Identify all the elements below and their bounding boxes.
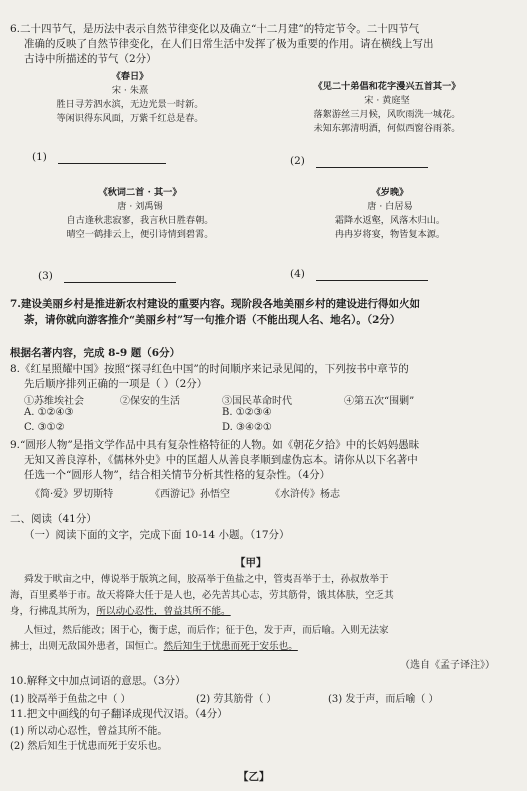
- q7-line-1: 7.建设美丽乡村是推进新农村建设的重要内容。现阶段各地美丽乡村的建设进行得如火如: [10, 298, 420, 310]
- q9-choice-2: 《西游记》孙悟空: [150, 489, 230, 500]
- q6-stem-line-1: 6.二十四节气，是历法中表示自然节律变化以及确立“十二月建”的特定节令。二十四节气: [10, 23, 420, 35]
- blank-4-line[interactable]: [316, 280, 428, 281]
- poem-4-title: 《岁晚》: [371, 187, 409, 198]
- poem-4-author: 唐 · 白居易: [367, 201, 413, 212]
- q11-stem: 11.把文中画线的句子翻译成现代汉语。（4分）: [10, 708, 228, 720]
- blank-1-label: (1): [32, 151, 47, 163]
- poem-1-title: 《春日》: [111, 71, 149, 82]
- q6-stem-line-2: 准确的反映了自然节律变化，在人们日常生活中发挥了极为重要的作用。请在横线上写出: [24, 38, 434, 50]
- passage-p1-line-2: 海，百里奚举于市。故天将降大任于是人也，必先苦其心志，劳其筋骨，饿其体肤，空乏其: [10, 590, 394, 601]
- underlined-sentence-2: 然后知生于忧患而死于安乐也。: [163, 641, 298, 652]
- books-heading: 根据名著内容，完成 8-9 题（6分）: [10, 347, 181, 359]
- blank-2-line[interactable]: [316, 167, 428, 168]
- passage-p1-line-1: 舜发于畎亩之中，傅说举于版筑之间，胶鬲举于鱼盐之中，管夷吾举于士，孙叔敖举于: [24, 574, 389, 585]
- blank-4-label: (4): [290, 268, 305, 280]
- poem-1-line-2: 等闲识得东风面，万紫千红总是春。: [56, 113, 204, 124]
- q10-part-3[interactable]: (3) 发于声，而后喻（ ）: [328, 694, 439, 705]
- yi-title: 【乙】: [238, 771, 270, 783]
- poem-3-title: 《秋词二首 · 其一》: [98, 187, 182, 198]
- q10-part-1[interactable]: (1) 胶鬲举于鱼盐之中（ ）: [10, 694, 131, 705]
- q9-line-2: 无知又善良淳朴，《儒林外史》中的匡超人从善良孝顺到虚伪忘本。请你从以下名著中: [24, 454, 418, 466]
- poem-1-author: 宋 · 朱熹: [111, 85, 149, 96]
- underlined-sentence-1: 所以动心忍性，曾益其所不能。: [96, 606, 231, 617]
- poem-2: [262, 80, 512, 136]
- passage-source: （选自《孟子译注》）: [400, 660, 495, 671]
- blank-2-label: (2): [290, 155, 305, 167]
- q9-line-3: 任选一个“圆形人物”，结合相关情节分析其性格的复杂性。（4分）: [24, 469, 331, 481]
- poem-3-author: 唐 · 刘禹锡: [117, 201, 163, 212]
- poem-4: [300, 186, 480, 242]
- blank-3-line[interactable]: [64, 282, 176, 283]
- q9-choice-3: 《水浒传》杨志: [270, 489, 340, 500]
- passage-p1-line-3a: 身，行拂乱其所为，: [10, 606, 97, 617]
- poem-2-line-2: 未知东郭清明酒，何似西窗谷雨茶。: [313, 123, 461, 134]
- poem-1-line-1: 胜日寻芳泗水滨，无边光景一时新。: [56, 99, 204, 110]
- q9-choice-1: 《简·爱》罗切斯特: [30, 489, 114, 500]
- poem-4-line-1: 霜降水返壑，风落木归山。: [334, 215, 446, 226]
- q8-option-b[interactable]: B. ①②③④: [222, 407, 272, 418]
- poem-3: [30, 186, 250, 242]
- q6-stem-line-3: 古诗中所描述的节气（2分）: [24, 53, 157, 65]
- poem-2-title: 《见二十弟倡和花字漫兴五首其一》: [313, 81, 461, 92]
- poem-2-author: 宋 · 黄庭坚: [364, 95, 410, 106]
- q8-option-d[interactable]: D. ③④②①: [222, 422, 272, 433]
- q8-option-a[interactable]: A. ①②④③: [24, 407, 74, 418]
- reading-subtitle: （一）阅读下面的文字，完成下面 10-14 小题。（17分）: [24, 529, 290, 541]
- poem-2-line-1: 落絮游丝三月候，风吹雨洗一城花。: [313, 109, 461, 120]
- passage-p1-line-3: [10, 604, 516, 620]
- passage-p2-line-2a: 拂士，出则无敌国外患者，国恒亡。: [10, 641, 164, 652]
- q10-part-2[interactable]: (2) 劳其筋骨（ ）: [196, 694, 277, 705]
- q11-part-1: (1) 所以动心忍性，曾益其所不能。: [10, 726, 168, 737]
- q11-part-2: (2) 然后知生于忧患而死于安乐也。: [10, 741, 168, 752]
- passage-p2-line-2: [10, 639, 516, 655]
- passage-p2-line-1: 人恒过，然后能改；困于心，衡于虑，而后作；征于色，发于声，而后喻。入则无法家: [24, 625, 389, 636]
- q8-item-3: ③国民革命时代: [222, 396, 292, 407]
- q8-item-2: ②保安的生活: [120, 396, 180, 407]
- q8-line-1: 8.《红星照耀中国》按照“探寻红色中国”的时间顺序来记录见闻的，下列按书中章节的: [10, 363, 409, 375]
- q8-item-4: ④第五次“围剿”: [344, 396, 415, 407]
- reading-section-title: 二、阅读（41分）: [10, 513, 97, 525]
- poem-4-line-2: 冉冉岁将宴，物皆复本源。: [334, 229, 446, 240]
- blank-3-label: (3): [38, 270, 53, 282]
- blank-1-line[interactable]: [58, 163, 166, 164]
- poem-1: [20, 70, 240, 126]
- q8-item-1: ①苏维埃社会: [24, 396, 84, 407]
- poem-3-line-2: 晴空一鹤排云上，便引诗情到碧霄。: [66, 229, 214, 240]
- q8-line-2: 先后顺序排列正确的一项是（ ）（2分）: [24, 378, 208, 390]
- q10-stem: 10.解释文中加点词语的意思。（3分）: [10, 675, 186, 687]
- poem-3-line-1: 自古逢秋悲寂寥，我言秋日胜春朝。: [66, 215, 214, 226]
- q7-line-2: 荼，请你就向游客推介“美丽乡村”写一句推介语（不能出现人名、地名）。（2分）: [24, 314, 401, 326]
- q8-option-c[interactable]: C. ③①②: [24, 422, 65, 433]
- jia-title: 【甲】: [235, 557, 267, 569]
- q9-line-1: 9.“圆形人物”是指文学作品中具有复杂性格特征的人物。如《朝花夕拾》中的长妈妈愚昧: [10, 439, 420, 451]
